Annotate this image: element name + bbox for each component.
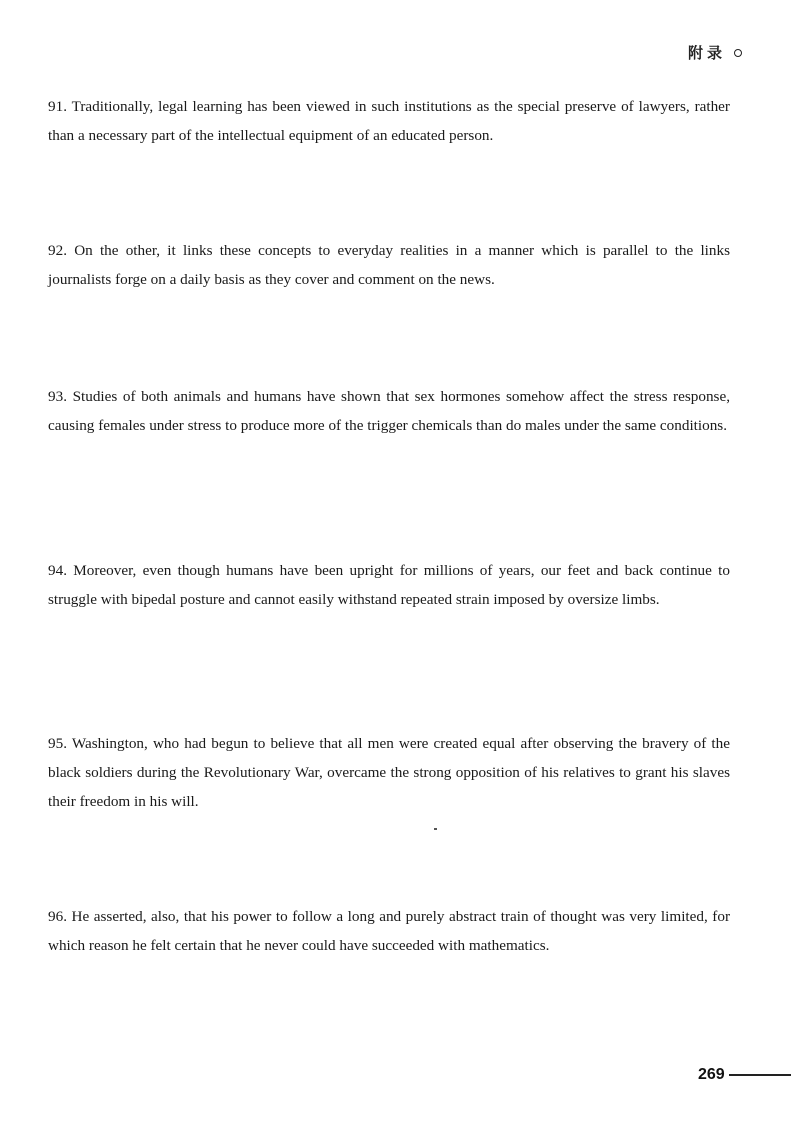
list-item (48, 729, 730, 816)
footer-rule (729, 1074, 791, 1076)
item-text: Washington, who had begun to believe that all men were created equal after observing the bravery of the black soldiers during the Revolutionary War, overcame the strong opposition of his relatives to grant his slaves their freedom in his will. (48, 735, 730, 810)
item-number: 95. (48, 735, 67, 752)
running-header (688, 42, 742, 63)
page-footer (698, 1066, 791, 1084)
item-number: 92. (48, 242, 67, 259)
item-text: Moreover, even though humans have been upright for millions of years, our feet and back continue to struggle with bipedal posture and cannot easily withstand repeated strain imposed by oversize limbs. (48, 562, 730, 608)
item-number: 91. (48, 98, 67, 115)
item-text: Studies of both animals and humans have shown that sex hormones somehow affect the stress response, causing females under stress to produce more of the trigger chemicals than do males under the same conditions. (48, 388, 730, 434)
circle-icon (734, 49, 742, 57)
item-text: He asserted, also, that his power to follow a long and purely abstract train of thought was very limited, for which reason he felt certain that he never could have succeeded with mathematics. (48, 908, 731, 954)
item-text: Traditionally, legal learning has been viewed in such institutions as the special preserve of lawyers, rather than a necessary part of the intellectual equipment of an educated person. (48, 98, 730, 144)
item-number: 94. (48, 562, 67, 579)
item-text: On the other, it links these concepts to everyday realities in a manner which is parallel to the links journalists forge on a daily basis as they cover and comment on the news. (48, 242, 730, 288)
list-item (48, 556, 730, 614)
list-item (48, 236, 730, 294)
item-number: 96. (48, 908, 67, 925)
stray-mark (434, 828, 437, 830)
page-number: 269 (698, 1066, 725, 1083)
item-number: 93. (48, 388, 67, 405)
list-item (48, 92, 730, 150)
section-title: 附录 (687, 44, 726, 62)
list-item (48, 902, 730, 960)
list-item (48, 382, 730, 440)
